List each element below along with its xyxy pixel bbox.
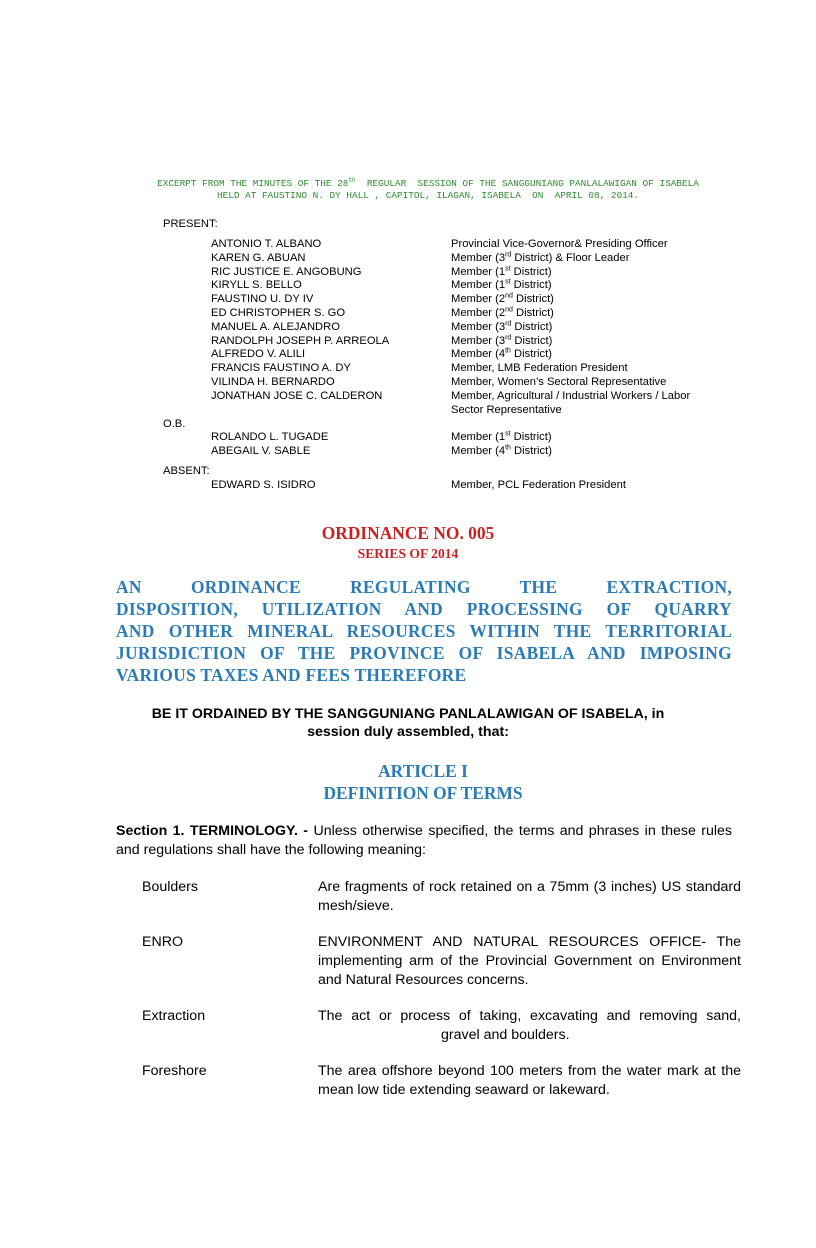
absent-list	[211, 479, 811, 493]
attendee-row	[211, 307, 811, 321]
attendee-row	[211, 293, 811, 307]
absent-label: ABSENT:	[163, 465, 210, 477]
attendee-name: EDWARD S. ISIDRO	[211, 479, 316, 491]
attendee-row	[211, 266, 811, 280]
definition-extraction-line1: The act or process of taking, excavating and removing sand,	[318, 1008, 741, 1024]
excerpt-line2: HELD AT FAUSTINO N. DY HALL , CAPITOL, ILAGAN, ISABELA ON APRIL 08, 2014.	[217, 190, 639, 201]
attendee-role: Member (2nd District)	[451, 306, 554, 319]
attendee-name: ANTONIO T. ALBANO	[211, 238, 322, 250]
attendee-role: Member, LMB Federation President	[451, 362, 628, 375]
attendee-role: Member (3rd District)	[451, 333, 553, 347]
attendee-role: Member (3rd District) & Floor Leader	[451, 251, 630, 264]
title-line: AN ORDINANCE REGULATING THE EXTRACTION,	[116, 577, 732, 597]
attendee-name: RIC JUSTICE E. ANGOBUNG	[211, 265, 362, 278]
section-1-heading: Section 1. TERMINOLOGY. -	[116, 823, 309, 839]
attendee-name: ED CHRISTOPHER S. GO	[211, 306, 346, 319]
attendee-name: ALFREDO V. ALILI	[211, 348, 306, 361]
attendee-row	[211, 376, 811, 390]
attendee-name: KAREN G. ABUAN	[211, 251, 306, 264]
attendee-role: Member (1st District)	[451, 264, 552, 278]
attendee-row	[211, 479, 811, 493]
enacting-clause-line1: BE IT ORDAINED BY THE SANGGUNIANG PANLALAWIGAN OF ISABELA, in	[151, 706, 665, 722]
definition-boulders: Are fragments of rock retained on a 75mm (3 inches) US standard mesh/sieve.	[318, 879, 741, 914]
attendee-name: ABEGAIL V. SABLE	[211, 444, 311, 457]
attendee-name: FRANCIS FAUSTINO A. DY	[211, 362, 351, 375]
ordinance-number: ORDINANCE NO. 005	[321, 523, 495, 543]
term-foreshore: Foreshore	[142, 1063, 207, 1079]
ordinance-title	[116, 576, 732, 686]
attendee-role: Member (1st District)	[451, 430, 552, 443]
title-line: AND OTHER MINERAL RESOURCES WITHIN THE TERRITORIAL	[116, 621, 732, 641]
title-line: DISPOSITION, UTILIZATION AND PROCESSING OF QUARRY	[116, 599, 732, 619]
attendee-row	[211, 445, 811, 459]
attendee-name: RANDOLPH JOSEPH P. ARREOLA	[211, 334, 390, 347]
attendee-role: Member, PCL Federation President	[451, 479, 626, 491]
attendee-role: Member, Agricultural / Industrial Workers / Labor Sector Representative	[451, 389, 691, 416]
enacting-clause-line2: session duly assembled, that:	[307, 724, 509, 740]
attendee-name: KIRYLL S. BELLO	[211, 279, 302, 292]
article-number: ARTICLE I	[378, 761, 468, 781]
attendee-name: JONATHAN JOSE C. CALDERON	[211, 389, 383, 402]
definition-enro: ENVIRONMENT AND NATURAL RESOURCES OFFICE- The implementing arm of the Provincial Government on Environment and Natural Resources concerns.	[318, 934, 741, 988]
attendee-role: Provincial Vice-Governor& Presiding Officer	[451, 238, 668, 250]
section-1-paragraph	[116, 822, 732, 860]
attendee-role: Member, Women’s Sectoral Representative	[451, 375, 667, 388]
title-line: JURISDICTION OF THE PROVINCE OF ISABELA AND IMPOSING	[116, 643, 732, 663]
enacting-clause	[100, 705, 716, 741]
present-label: PRESENT:	[163, 218, 218, 230]
attendee-row	[211, 238, 811, 252]
definition-extraction-line2: gravel and boulders.	[441, 1027, 570, 1043]
term-boulders: Boulders	[142, 879, 198, 895]
attendee-row	[211, 321, 811, 335]
attendee-row	[211, 390, 811, 418]
title-line: VARIOUS TAXES AND FEES THEREFORE	[116, 665, 467, 685]
section-1-text: Unless otherwise specified, the terms and phrases in these rules and regulations shall have the following meaning:	[116, 823, 733, 858]
definition-foreshore: The area offshore beyond 100 meters from the water mark at the mean low tide extending seaward or lakeward.	[318, 1063, 741, 1098]
minutes-excerpt-header	[110, 178, 746, 202]
term-extraction: Extraction	[142, 1008, 206, 1024]
attendee-row	[211, 252, 811, 266]
attendee-name: VILINDA H. BERNARDO	[211, 375, 335, 388]
term-enro: ENRO	[142, 934, 183, 950]
attendee-role: Member (3rd District)	[451, 320, 553, 333]
article-title: DEFINITION OF TERMS	[323, 783, 523, 803]
attendee-name: FAUSTINO U. DY IV	[211, 293, 314, 306]
present-list	[211, 238, 811, 417]
attendee-role: Member (4th District)	[451, 347, 552, 361]
ob-list	[211, 431, 811, 459]
attendee-role: Member (1st District)	[451, 278, 552, 292]
attendee-row	[211, 335, 811, 349]
attendee-row	[211, 431, 811, 445]
attendee-name: ROLANDO L. TUGADE	[211, 431, 329, 443]
attendee-row	[211, 279, 811, 293]
attendee-role: Member (2nd District)	[451, 292, 554, 306]
attendee-name: MANUEL A. ALEJANDRO	[211, 320, 340, 333]
attendee-row	[211, 362, 811, 376]
attendee-row	[211, 348, 811, 362]
excerpt-line1: EXCERPT FROM THE MINUTES OF THE 28th REGULAR SESSION OF THE SANGGUNIANG PANLALAWIGAN OF ISABELA	[157, 176, 699, 189]
ob-label: O.B.	[163, 418, 186, 430]
attendee-role: Member (4th District)	[451, 444, 552, 457]
ordinance-series: SERIES OF 2014	[357, 546, 459, 561]
